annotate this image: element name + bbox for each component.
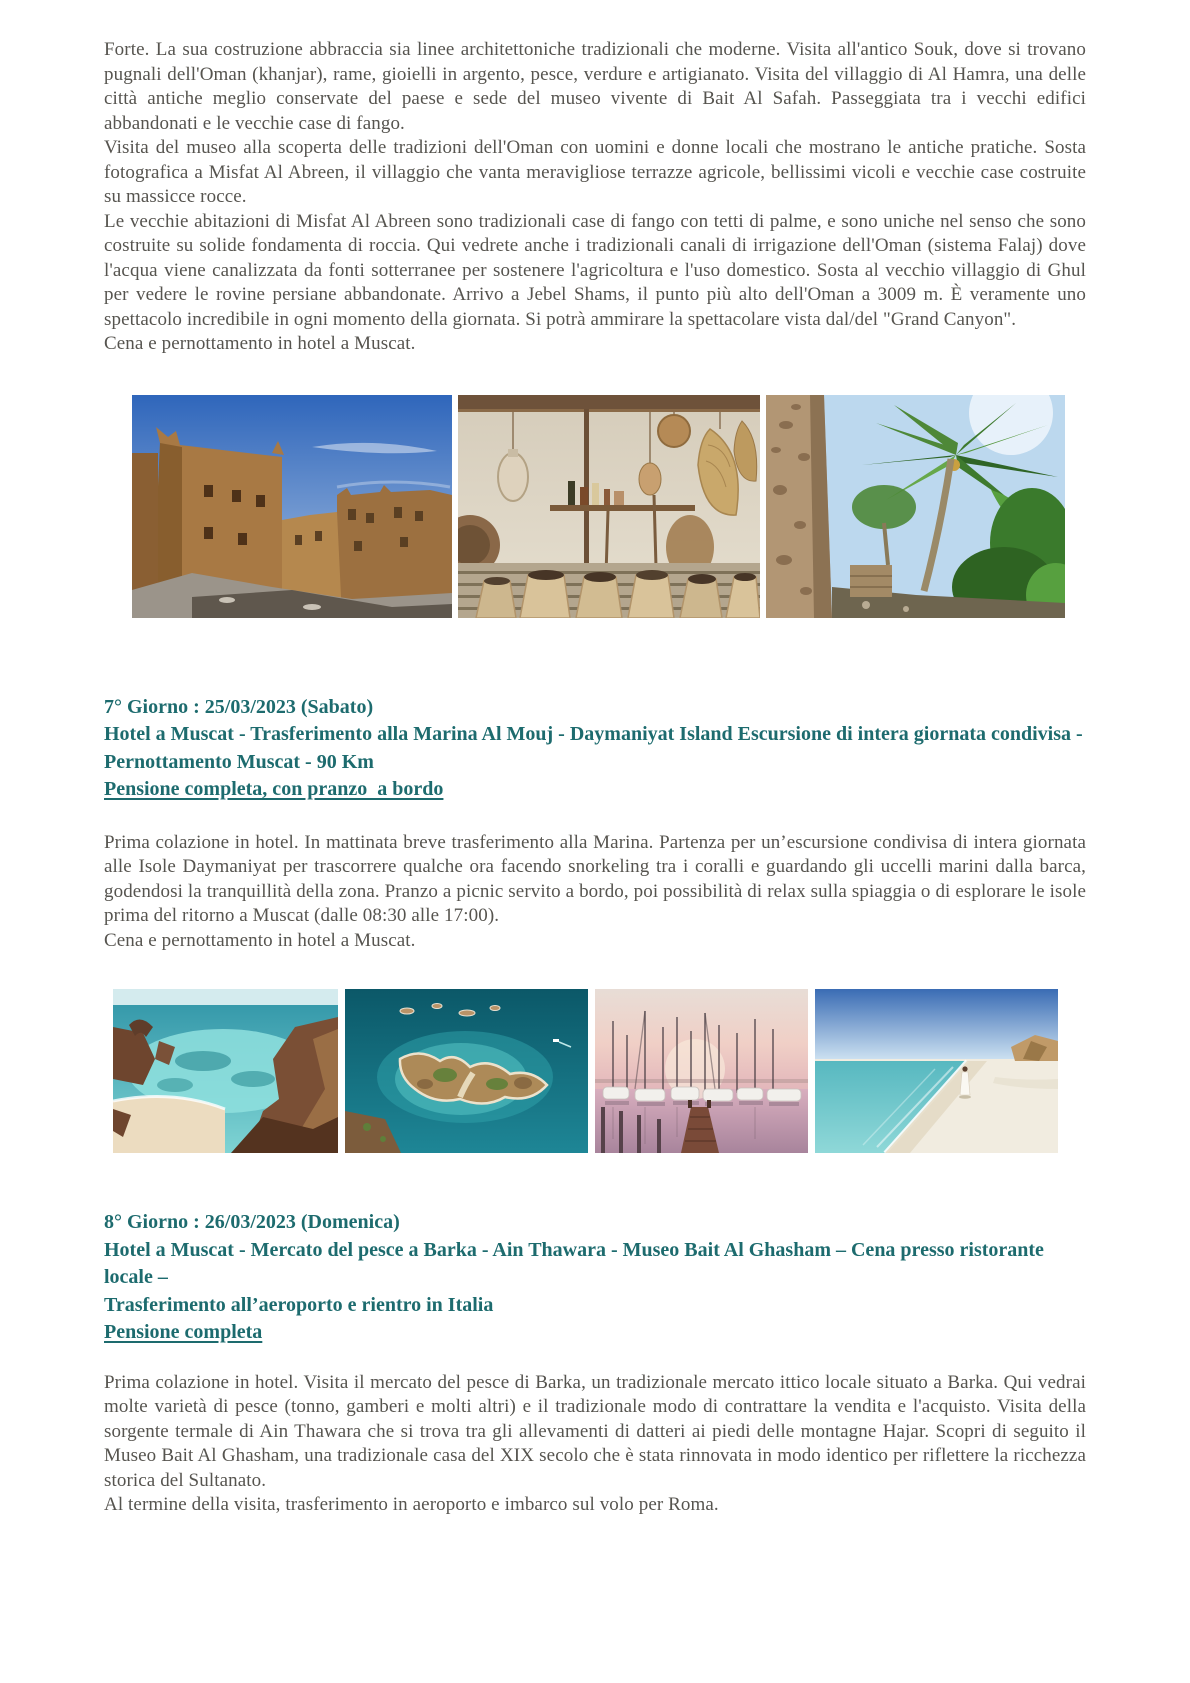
photo-bait-al-safah-interior (458, 395, 760, 618)
photo-white-sand-beach (815, 989, 1058, 1153)
photo-rocky-coast-lagoon (113, 989, 338, 1153)
intro-paragraph-3: Le vecchie abitazioni di Misfat Al Abreen sono tradizionali case di fango con tetti di palme, e sono uniche nel senso che sono costruite su solide fondamenta di roccia. Qui vedrete anche i tradizionali canali di irrigazione dell'Oman (sistema Falaj) dove l'acqua viene canalizzata da fonti sotterranee per sostenere l'agricoltura e l'uso domestico. Sosta al vecchio villaggio di Ghul per vedere le rovine persiane abbandonate. Arrivo a Jebel Shams, il punto più alto dell'Oman a 3009 m. È veramente uno spettacolo incredibile in ogni momento della giornata. Si potrà ammirare la spettacolare vista dal/del "Grand Canyon". (104, 210, 1086, 330)
day8-board-text: Pensione completa (104, 1321, 263, 1343)
day7-board (104, 776, 1086, 804)
day7-board-text: Pensione completa, con pranzo a bordo (104, 778, 444, 800)
photo-row-1 (132, 395, 1086, 618)
intro-paragraph-1: Forte. La sua costruzione abbraccia sia linee architettoniche tradizionali che moderne. Visita all'antico Souk, dove si trovano pugnali dell'Oman (khanjar), rame, gioielli in argento, pesce, verdure e artigianato. Visita del villaggio di Al Hamra, una delle città antiche meglio conservate del paese e sede del museo vivente di Bait Al Safah. Passeggiata tra i vecchi edifici abbandonati e le vecchie case di fango. (104, 39, 1086, 134)
photo-row-2 (113, 989, 1086, 1153)
day8-description (104, 1371, 1086, 1518)
day7-description (104, 831, 1086, 954)
day8-route-line2: Trasferimento all’aeroporto e rientro in Italia (104, 1293, 494, 1316)
photo-daymaniyat-islands-aerial (345, 989, 588, 1153)
day7-route: Hotel a Muscat - Trasferimento alla Marina Al Mouj - Daymaniyat Island Escursione di intera giornata condivisa - Pernottamento Muscat - 90 Km (104, 723, 1083, 773)
photo-misfat-palm-oasis (766, 395, 1065, 618)
day7-paragraph-1: Prima colazione in hotel. In mattinata breve trasferimento alla Marina. Partenza per un’escursione condivisa di intera giornata alle Isole Daymaniyat per trascorrere qualche ora facendo snorkeling tra i coralli e guardando gli uccelli marini dalla barca, godendosi la tranquillità della zona. Pranzo a picnic servito a bordo, poi possibilità di relax sulla spiaggia o di esplorare le isole prima del ritorno a Muscat (dalle 08:30 alle 17:00). (104, 831, 1086, 926)
photo-al-hamra-mud-fort (132, 395, 452, 618)
photo-marina-sunset (595, 989, 808, 1153)
day7-title: 7° Giorno : 25/03/2023 (Sabato) (104, 695, 374, 718)
intro-paragraph-4: Cena e pernottamento in hotel a Muscat. (104, 333, 416, 354)
day8-paragraph-1: Prima colazione in hotel. Visita il mercato del pesce di Barka, un tradizionale mercato ittico locale situato a Barka. Qui vedrai molte varietà di pesce (tonno, gamberi e molti altri) e il tradizionale modo di contrattare la vendita e l'acquisto. Visita della sorgente termale di Ain Thawara che si trova tra gli allevamenti di datteri ai piedi delle montagne Hajar. Scopri di seguito il Museo Bait Al Ghasham, una tradizionale casa del XIX secolo che è stata rinnovata in modo identico per riflettere la ricchezza storica del Sultanato. (104, 1371, 1086, 1491)
day8-section (104, 1209, 1086, 1518)
day7-section (104, 694, 1086, 954)
day8-title: 8° Giorno : 26/03/2023 (Domenica) (104, 1211, 400, 1233)
day7-paragraph-2: Cena e pernottamento in hotel a Muscat. (104, 929, 416, 951)
day8-route-line1: Hotel a Muscat - Mercato del pesce a Barka - Ain Thawara - Museo Bait Al Ghasham – Cena presso ristorante locale – (104, 1238, 1044, 1288)
intro-paragraph-2: Visita del museo alla scoperta delle tradizioni dell'Oman con uomini e donne locali che mostrano le antiche pratiche. Sosta fotografica a Misfat Al Abreen, il villaggio che vanta meravigliose terrazze agricole, bellissimi vicoli e vecchie case costruite su massicce rocce. (104, 137, 1086, 207)
day8-paragraph-2: Al termine della visita, trasferimento in aeroporto e imbarco sul volo per Roma. (104, 1494, 719, 1515)
day8-board (104, 1319, 1086, 1347)
intro-section (104, 38, 1086, 357)
